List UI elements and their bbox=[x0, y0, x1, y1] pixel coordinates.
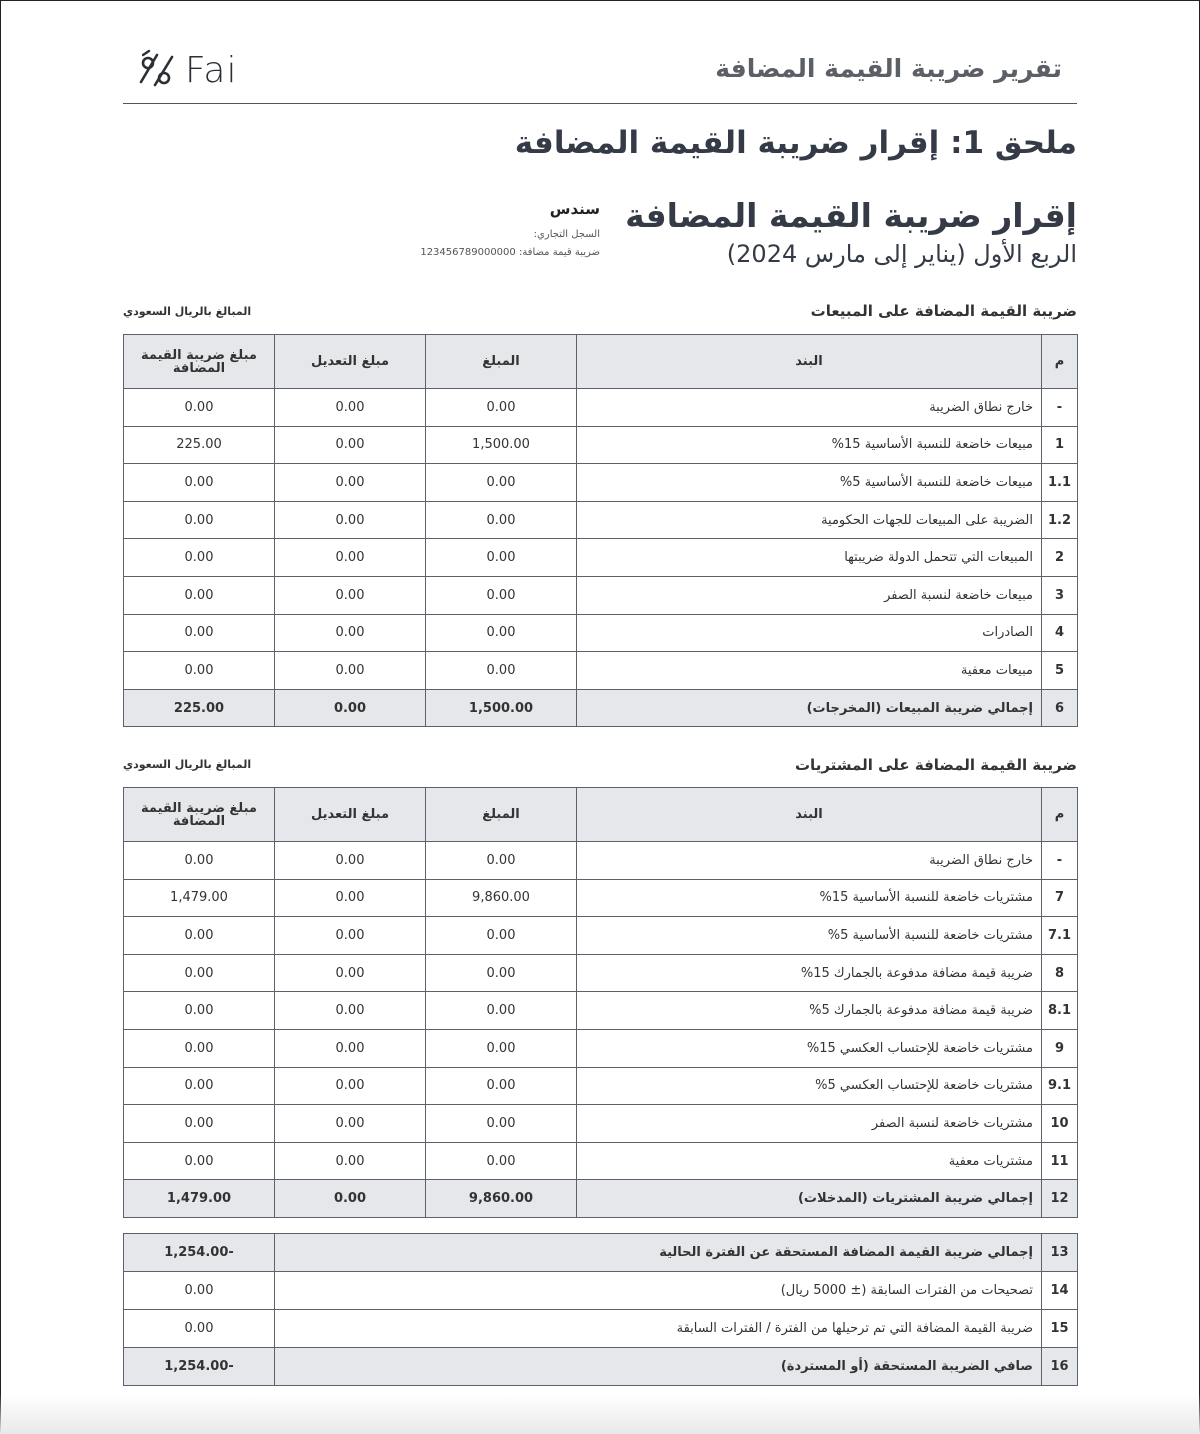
row-adjustment: 0.00 bbox=[275, 954, 426, 992]
row-adjustment: 0.00 bbox=[275, 652, 426, 690]
row-item: مشتريات معفية bbox=[577, 1142, 1042, 1180]
row-amount: 9,860.00 bbox=[426, 1180, 577, 1218]
row-vat: 0.00 bbox=[124, 842, 275, 880]
row-item: ضريبة قيمة مضافة مدفوعة بالجمارك 5% bbox=[577, 992, 1042, 1030]
sales-section-title: ضريبة القيمة المضافة على المبيعات bbox=[810, 302, 1077, 320]
row-number: 7.1 bbox=[1042, 917, 1078, 955]
row-vat: 0.00 bbox=[124, 1142, 275, 1180]
summary-total-row bbox=[124, 1234, 1078, 1272]
row-vat: 0.00 bbox=[124, 1105, 275, 1143]
row-item: مبيعات معفية bbox=[577, 652, 1042, 690]
table-row bbox=[124, 1067, 1078, 1105]
table-row bbox=[124, 1142, 1078, 1180]
row-vat: 0.00 bbox=[124, 1067, 275, 1105]
fai-logo-icon bbox=[135, 49, 179, 91]
col-num-header: م bbox=[1042, 335, 1078, 389]
row-vat: 0.00 bbox=[124, 614, 275, 652]
report-header bbox=[123, 44, 1077, 104]
row-adjustment: 0.00 bbox=[275, 389, 426, 427]
row-vat: 0.00 bbox=[124, 1029, 275, 1067]
row-number: 13 bbox=[1042, 1234, 1078, 1272]
table-row bbox=[124, 992, 1078, 1030]
row-amount: 0.00 bbox=[426, 389, 577, 427]
row-item: صافي الضريبة المستحقة (أو المستردة) bbox=[275, 1348, 1042, 1386]
row-amount: 0.00 bbox=[426, 614, 577, 652]
row-amount: 0.00 bbox=[426, 464, 577, 502]
row-adjustment: 0.00 bbox=[275, 689, 426, 727]
row-vat: 0.00 bbox=[124, 539, 275, 577]
col-amount-header: المبلغ bbox=[426, 788, 577, 842]
row-number: 9.1 bbox=[1042, 1067, 1078, 1105]
row-amount: 0.00 bbox=[426, 992, 577, 1030]
row-item: مشتريات خاضعة للنسبة الأساسية 5% bbox=[577, 917, 1042, 955]
fai-logo bbox=[135, 48, 237, 92]
declaration-period: الربع الأول (يناير إلى مارس 2024) bbox=[726, 240, 1077, 268]
declaration-title: إقرار ضريبة القيمة المضافة bbox=[625, 196, 1077, 235]
row-adjustment: 0.00 bbox=[275, 576, 426, 614]
row-adjustment: 0.00 bbox=[275, 1029, 426, 1067]
row-value: 0.00 bbox=[124, 1310, 275, 1348]
row-number: 15 bbox=[1042, 1310, 1078, 1348]
row-amount: 0.00 bbox=[426, 917, 577, 955]
table-row bbox=[124, 652, 1078, 690]
row-item: ضريبة القيمة المضافة التي تم ترحيلها من الفترة / الفترات السابقة bbox=[275, 1310, 1042, 1348]
row-number: 5 bbox=[1042, 652, 1078, 690]
table-row bbox=[124, 614, 1078, 652]
row-item: إجمالي ضريبة المبيعات (المخرجات) bbox=[577, 689, 1042, 727]
row-amount: 0.00 bbox=[426, 1142, 577, 1180]
sales-currency-note: المبالغ بالريال السعودي bbox=[123, 305, 252, 318]
table-row bbox=[124, 576, 1078, 614]
row-item: الصادرات bbox=[577, 614, 1042, 652]
row-adjustment: 0.00 bbox=[275, 1067, 426, 1105]
row-item: ضريبة قيمة مضافة مدفوعة بالجمارك 15% bbox=[577, 954, 1042, 992]
row-amount: 0.00 bbox=[426, 1029, 577, 1067]
summary-table bbox=[123, 1233, 1078, 1386]
row-adjustment: 0.00 bbox=[275, 539, 426, 577]
table-row bbox=[124, 917, 1078, 955]
row-item: مبيعات خاضعة للنسبة الأساسية 5% bbox=[577, 464, 1042, 502]
row-number: - bbox=[1042, 842, 1078, 880]
row-number: 4 bbox=[1042, 614, 1078, 652]
sales-table bbox=[123, 334, 1078, 727]
row-vat: 0.00 bbox=[124, 501, 275, 539]
row-amount: 0.00 bbox=[426, 1067, 577, 1105]
row-amount: 0.00 bbox=[426, 539, 577, 577]
row-amount: 0.00 bbox=[426, 576, 577, 614]
row-adjustment: 0.00 bbox=[275, 1105, 426, 1143]
row-amount: 0.00 bbox=[426, 501, 577, 539]
row-vat: 0.00 bbox=[124, 576, 275, 614]
purchases-currency-note: المبالغ بالريال السعودي bbox=[123, 758, 252, 771]
table-row bbox=[124, 501, 1078, 539]
row-adjustment: 0.00 bbox=[275, 501, 426, 539]
row-item: مبيعات خاضعة لنسبة الصفر bbox=[577, 576, 1042, 614]
row-value: -1,254.00 bbox=[124, 1234, 275, 1272]
row-amount: 1,500.00 bbox=[426, 689, 577, 727]
row-number: 12 bbox=[1042, 1180, 1078, 1218]
summary-total-row bbox=[124, 1348, 1078, 1386]
sales-header-row bbox=[124, 335, 1078, 389]
logo-text: Fai bbox=[185, 49, 238, 91]
table-row bbox=[124, 539, 1078, 577]
table-row bbox=[124, 464, 1078, 502]
table-row bbox=[124, 954, 1078, 992]
row-item: مشتريات خاضعة للإحتساب العكسي 15% bbox=[577, 1029, 1042, 1067]
col-adjustment-header: مبلغ التعديل bbox=[275, 788, 426, 842]
row-adjustment: 0.00 bbox=[275, 464, 426, 502]
row-adjustment: 0.00 bbox=[275, 614, 426, 652]
row-vat: 0.00 bbox=[124, 992, 275, 1030]
table-row bbox=[124, 389, 1078, 427]
col-vat-header: مبلغ ضريبة القيمة المضافة bbox=[124, 335, 275, 389]
row-amount: 0.00 bbox=[426, 652, 577, 690]
table-row bbox=[124, 1105, 1078, 1143]
row-item: الضريبة على المبيعات للجهات الحكومية bbox=[577, 501, 1042, 539]
row-vat: 225.00 bbox=[124, 689, 275, 727]
row-item: مبيعات خاضعة للنسبة الأساسية 15% bbox=[577, 426, 1042, 464]
row-number: 1 bbox=[1042, 426, 1078, 464]
row-item: مشتريات خاضعة للنسبة الأساسية 15% bbox=[577, 879, 1042, 917]
row-vat: 0.00 bbox=[124, 464, 275, 502]
row-amount: 1,500.00 bbox=[426, 426, 577, 464]
table-row bbox=[124, 1029, 1078, 1067]
row-number: 6 bbox=[1042, 689, 1078, 727]
row-adjustment: 0.00 bbox=[275, 1142, 426, 1180]
col-vat-header: مبلغ ضريبة القيمة المضافة bbox=[124, 788, 275, 842]
report-title: تقرير ضريبة القيمة المضافة bbox=[715, 54, 1062, 83]
summary-table-body bbox=[124, 1234, 1078, 1386]
row-number: 8 bbox=[1042, 954, 1078, 992]
row-number: 2 bbox=[1042, 539, 1078, 577]
table-row bbox=[124, 879, 1078, 917]
col-amount-header: المبلغ bbox=[426, 335, 577, 389]
row-value: -1,254.00 bbox=[124, 1348, 275, 1386]
row-vat: 225.00 bbox=[124, 426, 275, 464]
commercial-register: السجل التجاري: bbox=[533, 229, 600, 240]
purchases-header-row bbox=[124, 788, 1078, 842]
summary-row bbox=[124, 1310, 1078, 1348]
row-adjustment: 0.00 bbox=[275, 842, 426, 880]
purchases-table bbox=[123, 787, 1078, 1218]
row-item: مشتريات خاضعة للإحتساب العكسي 5% bbox=[577, 1067, 1042, 1105]
row-number: 7 bbox=[1042, 879, 1078, 917]
row-item: تصحيحات من الفترات السابقة (± 5000 ريال) bbox=[275, 1272, 1042, 1310]
row-amount: 9,860.00 bbox=[426, 879, 577, 917]
col-item-header: البند bbox=[577, 335, 1042, 389]
row-vat: 0.00 bbox=[124, 954, 275, 992]
row-adjustment: 0.00 bbox=[275, 426, 426, 464]
table-total-row bbox=[124, 689, 1078, 727]
company-info bbox=[420, 200, 600, 262]
row-vat: 0.00 bbox=[124, 389, 275, 427]
row-item: خارج نطاق الضريبة bbox=[577, 389, 1042, 427]
row-adjustment: 0.00 bbox=[275, 1180, 426, 1218]
purchases-section-title: ضريبة القيمة المضافة على المشتريات bbox=[794, 756, 1077, 774]
row-vat: 0.00 bbox=[124, 652, 275, 690]
col-adjustment-header: مبلغ التعديل bbox=[275, 335, 426, 389]
row-item: خارج نطاق الضريبة bbox=[577, 842, 1042, 880]
row-vat: 1,479.00 bbox=[124, 1180, 275, 1218]
row-amount: 0.00 bbox=[426, 1105, 577, 1143]
vat-number: ضريبة قيمة مضافة: 123456789000000 bbox=[420, 247, 600, 258]
col-item-header: البند bbox=[577, 788, 1042, 842]
page-bottom-shadow bbox=[0, 1394, 1200, 1434]
row-number: 11 bbox=[1042, 1142, 1078, 1180]
row-adjustment: 0.00 bbox=[275, 879, 426, 917]
row-item: إجمالي ضريبة المشتريات (المدخلات) bbox=[577, 1180, 1042, 1218]
row-number: 8.1 bbox=[1042, 992, 1078, 1030]
table-row bbox=[124, 842, 1078, 880]
company-name: سندس bbox=[549, 200, 600, 218]
row-adjustment: 0.00 bbox=[275, 917, 426, 955]
col-num-header: م bbox=[1042, 788, 1078, 842]
row-number: 16 bbox=[1042, 1348, 1078, 1386]
row-number: - bbox=[1042, 389, 1078, 427]
row-vat: 0.00 bbox=[124, 917, 275, 955]
row-item: مشتريات خاضعة لنسبة الصفر bbox=[577, 1105, 1042, 1143]
row-number: 3 bbox=[1042, 576, 1078, 614]
table-total-row bbox=[124, 1180, 1078, 1218]
row-item: المبيعات التي تتحمل الدولة ضريبتها bbox=[577, 539, 1042, 577]
row-value: 0.00 bbox=[124, 1272, 275, 1310]
row-number: 1.2 bbox=[1042, 501, 1078, 539]
row-amount: 0.00 bbox=[426, 954, 577, 992]
row-number: 1.1 bbox=[1042, 464, 1078, 502]
row-amount: 0.00 bbox=[426, 842, 577, 880]
row-number: 10 bbox=[1042, 1105, 1078, 1143]
purchases-table-body bbox=[124, 842, 1078, 1218]
sales-table-body bbox=[124, 389, 1078, 727]
row-number: 9 bbox=[1042, 1029, 1078, 1067]
annex-title: ملحق 1: إقرار ضريبة القيمة المضافة bbox=[514, 125, 1077, 161]
summary-row bbox=[124, 1272, 1078, 1310]
row-item: إجمالي ضريبة القيمة المضافة المستحقة عن الفترة الحالية bbox=[275, 1234, 1042, 1272]
row-vat: 1,479.00 bbox=[124, 879, 275, 917]
row-number: 14 bbox=[1042, 1272, 1078, 1310]
row-adjustment: 0.00 bbox=[275, 992, 426, 1030]
table-row bbox=[124, 426, 1078, 464]
